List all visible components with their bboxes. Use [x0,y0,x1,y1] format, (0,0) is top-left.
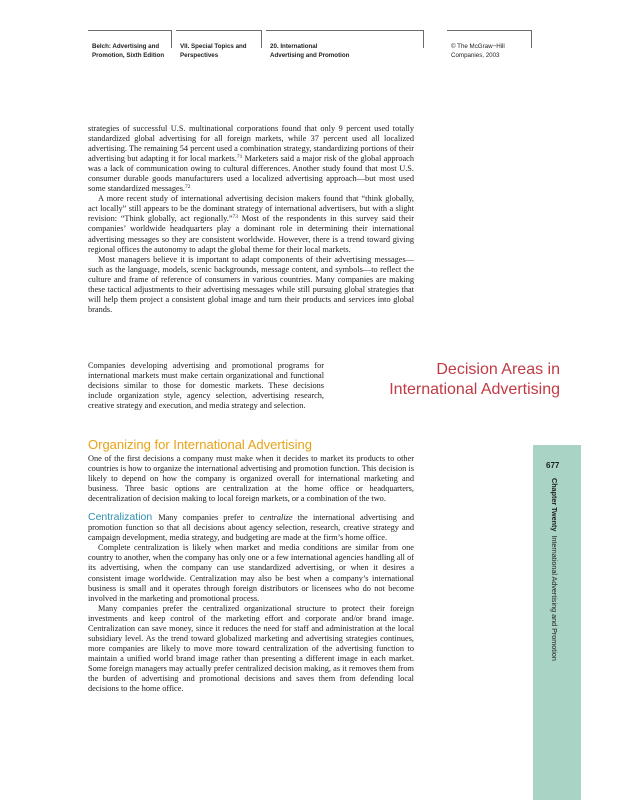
footnote-ref: 72 [185,184,191,191]
paragraph-organizing: One of the first decisions a company must make when it decides to market its products to other countries is how to organize the international advertising and promotion function. This decision is likely to depend on how the company is organized overall for international marketing and business. Three basic options are centralization at the home office or headquarters, decentralization of decision making to local foreign markets, or a combination of the two. [88,454,414,504]
header-divider-2 [261,30,262,48]
section-intro [88,361,324,411]
paragraph-complete-centralization: Complete centralization is likely when market and media conditions are similar from one country to another, when the company has only one or a few international agencies handling all of its advertising, when the company can use standardized advertising, or when it desires a consistent image worldwide. Centralization may also be best when a company’s international business is small and it operates through foreign distributors or licensees who do not become involved in the marketing and promotional process. [88,543,414,603]
body-text-top [88,124,414,315]
header-divider-4 [531,30,532,48]
paragraph-think-globally: A more recent study of international advertising decision makers found that “think globally, act locally” still appears to be the dominant strategy of international advertisers, but with a slight revision: “Think globally, act regionally.”$^{73}$ Most of the respondents in this survey said their companies’ worldwide headquarters play a dominant role in determining their international advertising messages so they are consistent worldwide. However, there is a trend toward giving regional offices the autonomy to adapt the global theme for their local markets. [88,194,414,254]
paragraph-centralization [88,512,414,543]
footnote-ref: 71 [236,154,243,161]
paragraph-adapt-components: Most managers believe it is important to adapt components of their advertising messages—such as the language, models, scenic backgrounds, message content, and symbols—to reflect the culture and frame of reference of consumers in various countries. Many companies are making these tactical adjustments to their advertising messages while still pursuing global strategies that will help them project a consistent global image and turn their products and services into global brands. [88,254,414,314]
chapter-title: International Advertising and Promotion [550,535,559,661]
intro-paragraph: Companies developing advertising and promotional programs for international markets must make certain organizational and functional decisions similar to those for domestic markets. These decisions include organization style, agency selection, advertising research, creative strategy and execution, and media strategy and selection. [88,361,324,411]
header-divider-3 [423,30,424,48]
paragraph-many-companies: Many companies prefer the centralized organizational structure to protect their foreign investments and keep control of the marketing effort and corporate and/or brand image. Centralization can save money, since it reduces the need for staff and administration at the local subsidiary level. As the trend toward globalized marketing and advertising strategies continues, more companies are likely to move more toward centralization of the advertising function to maintain a unified world brand image rather than presenting a different image in each market. Some foreign managers may actually prefer centralized decision making, as it removes them from the burden of advertising and promotional decisions and saves them from defending local decisions to the home office. [88,603,414,694]
page-number: 677 [546,461,560,470]
section-title: Decision Areas in International Advertising [389,361,560,398]
header-divider-1 [171,30,172,48]
header-rule-4 [447,30,531,31]
header-chapter: 20. International Advertising and Promotion [270,43,350,59]
chapter-running-title [549,478,559,678]
organizing-heading: Organizing for International Advertising [88,437,313,452]
header-rule-1 [88,30,171,31]
header-rule-3 [266,30,423,31]
header-part: VII. Special Topics and Perspectives [180,43,247,59]
header-copyright: © The McGraw−Hill Companies, 2003 [451,43,505,59]
header-rule-2 [176,30,261,31]
chapter-label: Chapter Twenty [550,478,559,532]
emphasis: centralize [259,513,293,523]
header-book-title: Belch: Advertising and Promotion, Sixth Edition [92,43,165,59]
centralization-heading: Centralization [88,511,153,524]
paragraph-standardization: strategies of successful U.S. multinational corporations found that only 9 percent used totally standardized global advertising for all foreign markets, while 37 percent used all localized advertising. The remaining 54 percent used a combination strategy, standardizing portions of their advertising but adapting it for local markets.$^{71}$ Marketers said a major risk of the global approach was a lack of communication owing to cultural differences. Another study found that most U.S. consumer durable goods manufacturers used a localized advertising approach—but most used some standardized messages.$^{72}$ [88,124,415,194]
centralization-text: Many companies prefer to centralize the international advertising and promotion function so that all decisions about agency selection, research, creative strategy and campaign development, media strategy, and budgeting are made at the firm’s home office. [88,513,414,543]
footnote-ref: 73 [232,214,239,221]
body-text-bottom [88,454,414,694]
